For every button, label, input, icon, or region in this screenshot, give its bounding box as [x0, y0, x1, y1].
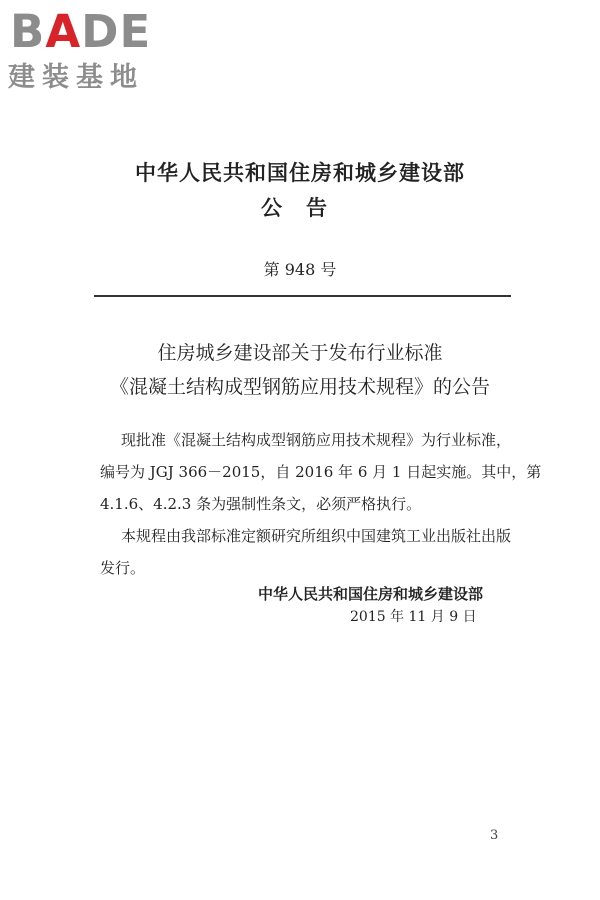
logo-letters-de: DE — [81, 5, 152, 58]
body-paragraph-line: 现批准《混凝土结构成型钢筋应用技术规程》为行业标准， — [121, 431, 512, 449]
notice-heading-line-1: 住房城乡建设部关于发布行业标准 — [157, 342, 443, 364]
bade-logo — [6, 4, 181, 96]
notice-heading-line-2: 《混凝土结构成型钢筋应用技术规程》的公告 — [109, 376, 490, 398]
document-number: 第 948 号 — [263, 260, 337, 279]
body-paragraph-line: 本规程由我部标准定额研究所组织中国建筑工业出版社出版 — [121, 527, 512, 545]
signature-date: 2015 年 11 月 9 日 — [350, 609, 477, 625]
logo-letter-b: B — [10, 5, 46, 58]
signature-issuer: 中华人民共和国住房和城乡建设部 — [258, 585, 484, 603]
header-divider — [94, 295, 511, 297]
page-number: 3 — [490, 828, 499, 843]
logo-brand-text — [10, 4, 151, 60]
issuer-title: 中华人民共和国住房和城乡建设部 — [135, 161, 465, 185]
body-paragraph-line: 4.1.6、4.2.3 条为强制性条文，必须严格执行。 — [100, 495, 422, 513]
logo-subtitle: 建装基地 — [8, 62, 144, 93]
body-paragraph-line: 编号为 JGJ 366－2015，自 2016 年 6 月 1 日起实施。其中，第 — [100, 463, 542, 481]
body-paragraph-line: 发行。 — [100, 559, 146, 577]
notice-title: 公告 — [261, 196, 351, 220]
logo-letter-a: A — [45, 5, 82, 58]
